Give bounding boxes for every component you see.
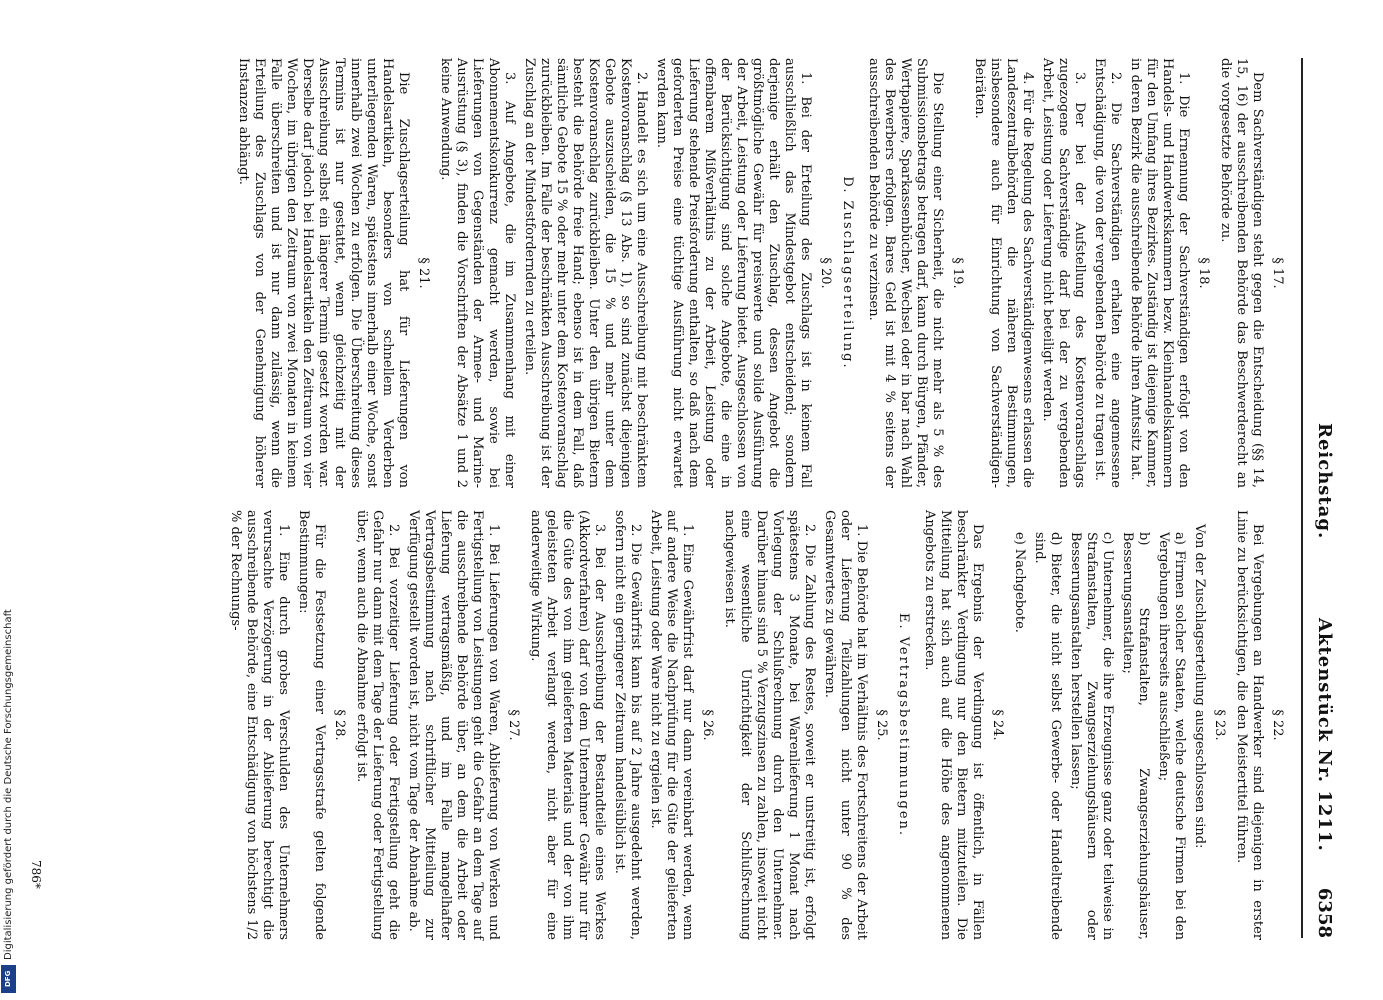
paragraph: 1. Die Ernennung der Sachverständigen erfolgt von den Handels- und Handwerkskammern bezw. Kleinhandelskammern für den Umfang ihres Bezirkes. Zuständig ist diejenige Kammer, in deren Bezirk die ausschreibende Behörde ihren Amtssitz hat.	[1128, 58, 1191, 488]
page-header	[1305, 58, 1335, 938]
section-number: § 27.	[506, 709, 521, 741]
section-number: § 26.	[700, 709, 715, 741]
paragraph: 2. Handelt es sich um eine Ausschreibung mit beschränktem Kostenvoranschlag (§ 13 Abs. 1), so sind zunächst diejenigen Gebote auszuscheiden, die 15 % und mehr unter dem Kostenvoranschlag zurückbleiben. Unter den übrigen Bietern besteht die Behörde freie Hand; ebenso ist in dem Fall, daß sämtliche Gebote 15 % oder mehr unter dem Kostenvoranschlag zurückbleiben. Im Falle der beschränkten Ausschreibung ist der Zuschlag an der Mindestfordernden zu erteilen.	[522, 58, 649, 488]
list-item: e) Nachgebote.	[1012, 532, 1027, 633]
left-column	[231, 58, 1291, 488]
section-number: § 23.	[1212, 709, 1227, 741]
paragraph: Von der Zuschlagserteilung ausgeschlossen sind:	[1192, 524, 1207, 849]
list-item: d) Bieter, die nicht selbst Gewerbe- oder Handeltreibende sind.	[1032, 532, 1063, 940]
paragraph: 1. Bei der Erteilung des Zuschlags ist in keinem Fall ausschließlich das Mindestgebot entscheidend; sondern derjenige erhält den Zuschlag, dessen Angebot die größtmögliche Gewähr für preiswerte und solide Ausführung der Arbeit, Leistung oder Lieferung bietet. Ausgeschlossen von der Berücksichtigung sind solche Angebote, die eine in offenbarem Mißverhältnis zu der Arbeit, Leistung oder Lieferung stehende Preisforderung enthalten, so daß nach dem geforderten Preise eine tüchtige Ausführung nicht erwartet werden kann.	[654, 58, 813, 488]
dfg-logo: DFG	[1, 965, 16, 993]
section-number: § 22.	[1270, 709, 1285, 741]
header-rule	[1301, 58, 1303, 938]
paragraph: Bei Vergebungen an Handwerker sind diejenigen in erster Linie zu berücksichtigen, die den Meistertitel führen.	[1234, 510, 1265, 940]
paragraph: 1. Eine Gewährfrist darf nur dann vereinbart werden, wenn auf andere Weise die Nachprüfung für die Güte der gelieferten Arbeit, Leistung oder Ware nicht zu ergielen ist.	[648, 510, 695, 940]
section-heading: E. Vertragsbestimmungen.	[896, 612, 911, 838]
section-number: § 20.	[818, 257, 833, 289]
paragraph: 1. Die Behörde hat im Verhältnis des Fortschreitens der Arbeit oder Lieferung Teilzahlungen nicht unter 90 % des Gesamtwertes zu gewähren.	[822, 510, 869, 940]
section-number: § 18.	[1196, 257, 1211, 289]
section-number: § 19.	[950, 257, 965, 289]
page-number: 6358	[1314, 887, 1335, 938]
paragraph: Das Ergebnis der Verdingung ist öffentlich, in Fällen beschränkter Verdingung nur den Bietern mitzuteilen. Die Mitteilung hat sich auch auf die Höhe des angenommenen Angebots zu erstrecken.	[922, 510, 985, 940]
paragraph: Die Zuschlagserteilung hat für Lieferungen von Handelsartikeln, besonders von schnellem Verderben unterliegenden Waren, spätestens innerhalb einer Woche, sonst innerhalb zwei Wochen zu erfolgen. Die Überschreitung dieses Termins ist nur gestattet, wenn gleichzeitig mit der Ausschreibung selbst ein längerer Termin gesetzt worden war. Derselbe darf jedoch bei Handelsartikeln den Zeitraum von vier Wochen, im übrigen den Zeitraum von zwei Monaten in keinem Falle überschreiten und ist nur dann zulässig, wenn die Erteilung des Zuschlags von der Genehmigung höherer Instanzen abhängt.	[236, 58, 411, 488]
section-number: § 24.	[990, 709, 1005, 741]
paragraph: 1. Bei Lieferungen von Waren, Ablieferung von Werken und Fertigstellung von Leistungen geht die Gefahr an dem Tage auf die ausschreibende Behörde über, an dem die Arbeit oder Lieferung vertragsmäßig, und im Falle mangelhafter Vertragsbestimmung nach schriftlicher Mitteilung zur Verfügung gestellt worden ist, nicht vom Tage der Abnahme ab.	[406, 510, 501, 940]
header-doc-number: Aktenstück Nr. 1211.	[1314, 618, 1335, 852]
list-item: a) Firmen solcher Staaten, welche deutsche Firmen bei den Vergebungen ihrerseits ausschließen;	[1156, 532, 1187, 940]
list-item: c) Unternehmer, die ihre Erzeugnisse ganz oder teilweise in Strafanstalten, Zwangserziehungshäusern oder Besserungsanstalten herstellen lassen;	[1068, 532, 1115, 940]
footer-mark: 786*	[29, 860, 43, 889]
paragraph: 3. Auf Angebote, die im Zusammenhang mit einer Abonnementskonkurrenz gemacht werden, sowie bei Lieferungen von Gegenständen der Armee- und Marine-Ausrüstung (§ 3), finden die Vorschriften der Absätze 1 und 2 keine Anwendung.	[438, 58, 517, 488]
right-column	[223, 510, 1291, 940]
paragraph: Dem Sachverständigen steht gegen die Entscheidung (§§ 14, 15, 16) der ausschreibenden Behörde das Beschwerderecht an die vorgesetzte Behörde zu.	[1218, 58, 1265, 488]
paragraph: 2. Die Zahlung des Restes, soweit er unstreitig ist, erfolgt spätestens 3 Monate, bei Warenlieferung 1 Monat nach Vorlegung der Schlußrechnung durch den Unternehmer. Darüber hinaus sind 5 % Verzugszinsen zu zahlen, insoweit nicht eine wesentliche Unrichtigkeit der Schlußrechnung nachgewiesen ist.	[722, 510, 817, 940]
paragraph: 4. Für die Regelung des Sachverständigenwesens erlassen die Landeszentralbehörden die näheren Bestimmungen, insbesondere auch für Einrichtung von Sachverständigen-Beiräten.	[972, 58, 1035, 488]
section-number: § 17.	[1270, 257, 1285, 289]
section-heading: D. Zuschlagserteilung.	[840, 176, 855, 370]
paragraph: Die Stellung einer Sicherheit, die nicht mehr als 5 % des Submissionsbetrags betragen darf, kann durch Bürgen, Pfänder, Wertpapiere, Sparkassenbücher, Wechsel oder in bar nach Wahl des Bewerbers erfolgen. Bares Geld ist mit 4 % seitens der ausschreibenden Behörde zu verzinsen.	[866, 58, 945, 488]
paragraph: 3. Bei der Ausschreibung der Bestandteile eines Werkes (Akkordverfahren) darf von dem Unternehmer Gewähr nur für die Güte des von ihm gelieferten Materials und der von ihm geleisteten Arbeit verlangt werden, nicht aber für eine anderweitige Wirkung.	[528, 510, 607, 940]
paragraph: 2. Die Sachverständigen erhalten eine angemessene Entschädigung, die von der vergebenden Behörde zu tragen ist.	[1092, 58, 1123, 488]
section-number: § 25.	[874, 709, 889, 741]
paragraph: Für die Festsetzung einer Vertragsstrafe gelten folgende Bestimmungen:	[296, 510, 327, 940]
digitization-note	[0, 0, 17, 1000]
header-title: Reichstag.	[1314, 423, 1335, 540]
section-number: § 28.	[332, 709, 347, 741]
section-number: § 21.	[416, 257, 431, 289]
digitization-text: Digitalisierung gefördert durch die Deutsche Forschungsgemeinschaft	[3, 609, 14, 960]
paragraph: 3. Der bei der Aufstellung des Kostenvoranschlags zugezogene Sachverständige darf bei der zu vergebenden Arbeit, Leistung oder Lieferung nicht beteiligt werden.	[1040, 58, 1087, 488]
paragraph: 2. Bei vorzeitiger Lieferung oder Fertigstellung geht die Gefahr nur dann mit dem Tage der Lieferung oder Fertigstellung über, wenn auch die Abnahme erfolgt ist.	[354, 510, 401, 940]
list-item: b) Strafanstalten, Zwangserziehungshäuser, Besserungsanstalten;	[1120, 532, 1151, 940]
paragraph: 1. Eine durch grobes Verschulden des Unternehmers verursachte Verzögerung in der Ablieferung berechtigt die ausschreibende Behörde, eine Entschädigung von höchstens 1/2 % der Rechnungs-	[228, 510, 291, 940]
paragraph: 2. Die Gewährfrist kann bis auf 2 Jahre ausgedehnt werden, sofern nicht ein geringerer Zeitraum handelsüblich ist.	[612, 510, 643, 940]
